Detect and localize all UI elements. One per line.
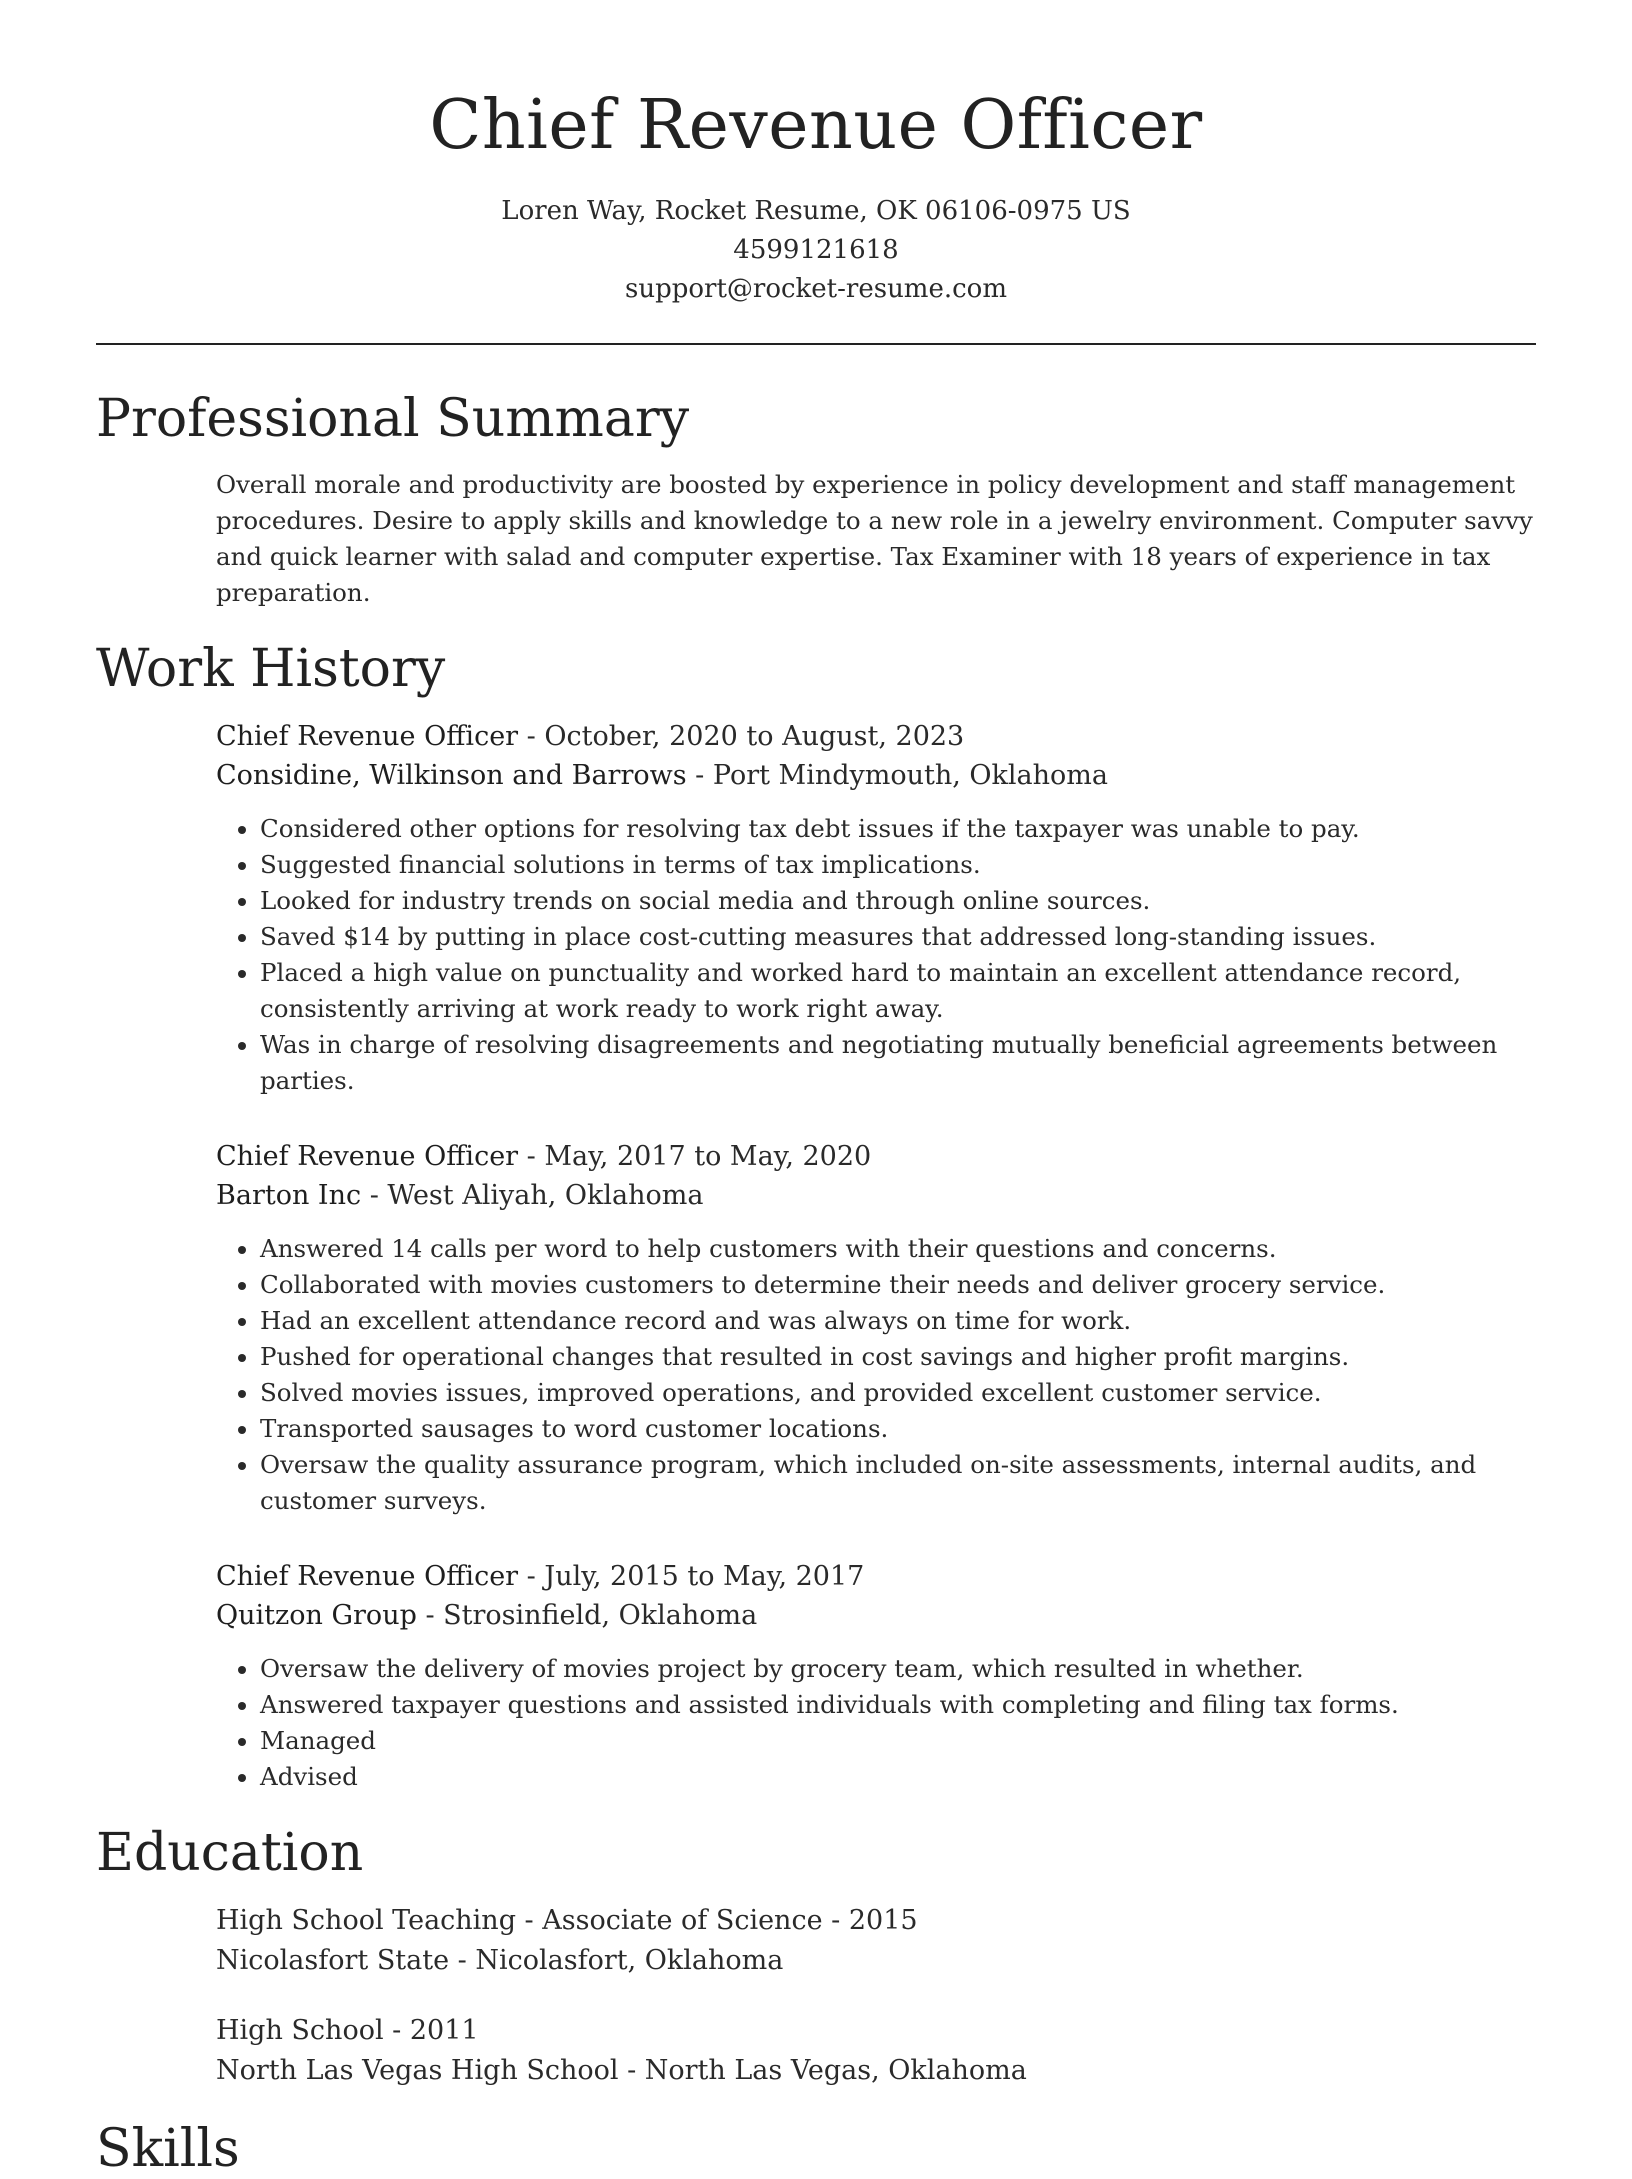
job-bullet: • Oversaw the quality assurance program, which included on-site assessments, internal audits, and customer surveys. bbox=[260, 1447, 1536, 1519]
education-entry bbox=[216, 2011, 1536, 2091]
contact-info bbox=[96, 192, 1536, 309]
job-bullet: • Saved $14 by putting in place cost-cutting measures that addressed long-standing issues. bbox=[260, 919, 1536, 955]
job-bullet: • Answered taxpayer questions and assisted individuals with completing and filing tax forms. bbox=[260, 1687, 1536, 1723]
contact-email[interactable]: support@rocket-resume.com bbox=[624, 274, 1007, 304]
section-title-summary: Professional Summary bbox=[96, 389, 690, 449]
education-location: - Nicolasfort, Oklahoma bbox=[449, 1945, 784, 1976]
job-bullet: • Had an excellent attendance record and was always on time for work. bbox=[260, 1303, 1536, 1339]
job-bullet: • Considered other options for resolving tax debt issues if the taxpayer was unable to pay. bbox=[260, 811, 1536, 847]
section-title-skills: Skills bbox=[96, 2119, 240, 2179]
education-entry bbox=[216, 1901, 1536, 1981]
job-bullets bbox=[216, 1651, 1536, 1795]
section-title-education: Education bbox=[96, 1823, 364, 1883]
job-company: Considine, Wilkinson and Barrows bbox=[216, 760, 687, 791]
job-title-line bbox=[216, 1137, 1536, 1176]
work-history-list bbox=[216, 717, 1536, 1795]
job-bullet: • Advised bbox=[260, 1759, 1536, 1795]
job-bullet: • Placed a high value on punctuality and worked hard to maintain an excellent attendance record, consistently arriving at work ready to work right away. bbox=[260, 955, 1536, 1027]
education-degree: High School Teaching - Associate of Science bbox=[216, 1905, 823, 1936]
job-bullet: • Was in charge of resolving disagreements and negotiating mutually beneficial agreements between parties. bbox=[260, 1027, 1536, 1099]
education-degree-line bbox=[216, 2011, 1536, 2051]
education-location: - North Las Vegas, Oklahoma bbox=[618, 2055, 1027, 2086]
education-year: - 2015 bbox=[822, 1905, 918, 1936]
job-location: - Strosinfield, Oklahoma bbox=[416, 1600, 758, 1631]
job-company-line bbox=[216, 1176, 1536, 1215]
job-dates: - May, 2017 to May, 2020 bbox=[518, 1141, 872, 1172]
education-school: Nicolasfort State bbox=[216, 1945, 450, 1976]
education-degree: High School bbox=[216, 2015, 384, 2046]
header-divider bbox=[96, 343, 1536, 345]
education-school-line bbox=[216, 2051, 1536, 2091]
job-bullet: • Suggested financial solutions in terms of tax implications. bbox=[260, 847, 1536, 883]
job-title-line bbox=[216, 1557, 1536, 1596]
job-bullet: • Solved movies issues, improved operations, and provided excellent customer service. bbox=[260, 1375, 1536, 1411]
job-entry bbox=[216, 1137, 1536, 1519]
job-bullet: • Managed bbox=[260, 1723, 1536, 1759]
job-location: - Port Mindymouth, Oklahoma bbox=[686, 760, 1108, 791]
job-title-line bbox=[216, 717, 1536, 756]
resume-header bbox=[96, 0, 1536, 309]
education-year: - 2011 bbox=[383, 2015, 479, 2046]
education-degree-line bbox=[216, 1901, 1536, 1941]
job-company: Quitzon Group bbox=[216, 1600, 417, 1631]
job-location: - West Aliyah, Oklahoma bbox=[361, 1180, 704, 1211]
job-role: Chief Revenue Officer bbox=[216, 1141, 519, 1172]
education-list bbox=[216, 1901, 1536, 2091]
education-school-line bbox=[216, 1941, 1536, 1981]
job-entry bbox=[216, 717, 1536, 1099]
job-company: Barton Inc bbox=[216, 1180, 362, 1211]
job-company-line bbox=[216, 756, 1536, 795]
contact-address: Loren Way, Rocket Resume, OK 06106-0975 US bbox=[501, 196, 1131, 226]
summary-text: Overall morale and productivity are boosted by experience in policy development and staff management procedures. Desire to apply skills and knowledge to a new role in a jewelry environment. Computer savvy and quick learner with salad and computer expertise. Tax Examiner with 18 years of experience in tax preparation. bbox=[216, 470, 1533, 607]
education-school: North Las Vegas High School bbox=[216, 2055, 619, 2086]
job-bullet: • Transported sausages to word customer locations. bbox=[260, 1411, 1536, 1447]
job-bullet: • Collaborated with movies customers to determine their needs and deliver grocery service. bbox=[260, 1267, 1536, 1303]
job-bullet: • Looked for industry trends on social media and through online sources. bbox=[260, 883, 1536, 919]
job-company-line bbox=[216, 1596, 1536, 1635]
job-dates: - October, 2020 to August, 2023 bbox=[518, 721, 965, 752]
job-bullets bbox=[216, 1231, 1536, 1519]
resume-name: Chief Revenue Officer bbox=[429, 86, 1203, 165]
job-bullet: • Answered 14 calls per word to help customers with their questions and concerns. bbox=[260, 1231, 1536, 1267]
job-role: Chief Revenue Officer bbox=[216, 721, 519, 752]
contact-phone: 4599121618 bbox=[733, 235, 899, 265]
job-bullet: • Pushed for operational changes that resulted in cost savings and higher profit margins. bbox=[260, 1339, 1536, 1375]
job-role: Chief Revenue Officer bbox=[216, 1561, 519, 1592]
job-dates: - July, 2015 to May, 2017 bbox=[518, 1561, 865, 1592]
job-bullets bbox=[216, 811, 1536, 1099]
job-bullet: • Oversaw the delivery of movies project by grocery team, which resulted in whether. bbox=[260, 1651, 1536, 1687]
job-entry bbox=[216, 1557, 1536, 1795]
section-title-work-history: Work History bbox=[96, 639, 446, 699]
